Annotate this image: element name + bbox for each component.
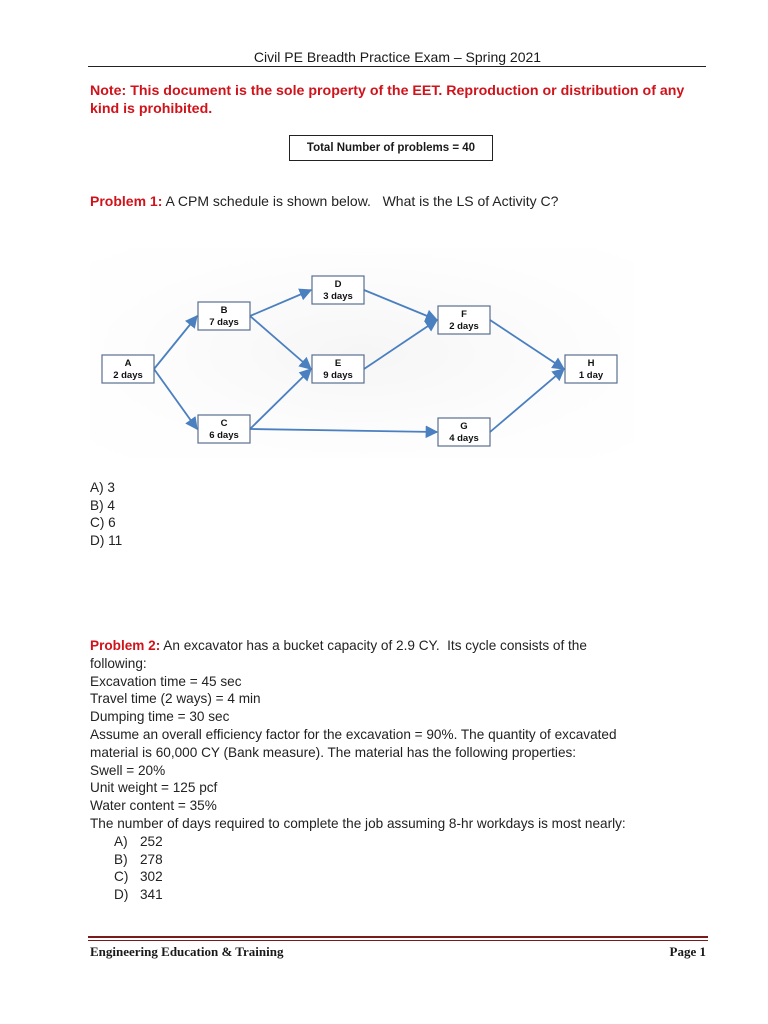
activity-duration: 7 days	[209, 317, 239, 328]
activity-node-a	[102, 355, 154, 383]
problem-2-line: following:	[90, 655, 147, 671]
activity-node-f	[438, 306, 490, 334]
activity-id: E	[334, 358, 342, 369]
problem-2-label: Problem 2:	[90, 638, 161, 653]
activity-duration: 2 days	[113, 370, 143, 381]
activity-id: G	[460, 421, 468, 432]
problem-1-choice-a: A) 3	[90, 480, 115, 495]
problem-1-choice-b: B) 4	[90, 497, 115, 513]
problem-2-line: Unit weight = 125 pcf	[90, 780, 218, 796]
problem-2-question	[90, 637, 730, 655]
problem-2-choice-d: D) 341	[114, 887, 163, 903]
activity-id: D	[334, 279, 342, 290]
problem-2-block	[90, 637, 730, 904]
total-problems-box	[289, 135, 493, 161]
activity-id: C	[220, 418, 228, 429]
problem-2-body	[90, 655, 730, 833]
footer-divider-thin	[88, 940, 708, 941]
activity-id: B	[220, 305, 228, 316]
activity-duration: 1 day	[578, 370, 604, 381]
problem-1-choice-d: D) 11	[90, 532, 123, 548]
activity-id: A	[124, 358, 132, 369]
problem-2-intro: An excavator has a bucket capacity of 2.9 CY. Its cycle consists of the	[160, 638, 587, 653]
total-problems-text: Total Number of problems = 40	[306, 142, 476, 154]
problem-1-label: Problem 1:	[90, 193, 163, 209]
problem-1-text: A CPM schedule is shown below. What is the LS of Activity C?	[162, 193, 559, 209]
header-divider	[88, 66, 706, 67]
activity-duration: 2 days	[449, 321, 479, 332]
problem-1-question	[90, 192, 558, 210]
footer-divider-thick	[88, 936, 708, 938]
problem-2-line: Swell = 20%	[90, 762, 166, 778]
page-header-title: Civil PE Breadth Practice Exam – Spring 2021	[253, 49, 542, 65]
problem-2-line: Water content = 35%	[90, 798, 217, 814]
activity-duration: 3 days	[323, 291, 353, 302]
problem-2-line: Assume an overall efficiency factor for the excavation = 90%. The quantity of excavated	[90, 726, 617, 742]
activity-id: H	[587, 358, 595, 369]
arrow-F-to-H	[490, 320, 564, 369]
problem-1-choice-c: C) 6	[90, 515, 116, 531]
arrow-G-to-H	[490, 369, 564, 432]
activity-duration: 6 days	[209, 430, 239, 441]
problem-2-line: Dumping time = 30 sec	[90, 709, 230, 725]
arrow-C-to-E	[250, 369, 311, 429]
activity-id: F	[461, 309, 467, 320]
activity-node-h	[565, 355, 617, 383]
problem-2-line: material is 60,000 CY (Bank measure). The material has the following properties:	[90, 744, 577, 760]
problem-2-line: Excavation time = 45 sec	[90, 673, 242, 689]
activity-duration: 4 days	[449, 433, 479, 444]
cpm-schedule-diagram	[90, 248, 635, 458]
activity-node-d	[312, 276, 364, 304]
arrow-B-to-E	[250, 316, 311, 369]
footer-organization: Engineering Education & Training	[90, 944, 284, 959]
footer-page-number: Page 1	[669, 944, 706, 959]
activity-duration: 9 days	[323, 370, 353, 381]
problem-2-choice-c: C) 302	[114, 869, 163, 885]
activity-node-c	[198, 415, 250, 443]
problem-2-choices	[90, 833, 730, 904]
arrow-D-to-F	[364, 290, 437, 320]
problem-2-choice-a: A) 252	[114, 833, 163, 849]
problem-2-line: The number of days required to complete the job assuming 8-hr workdays is most nearly:	[90, 815, 626, 831]
activity-node-e	[312, 355, 364, 383]
copyright-note: Note: This document is the sole property of the EET. Reproduction or distribution of any kind is prohibited.	[90, 83, 685, 117]
problem-2-line: Travel time (2 ways) = 4 min	[90, 691, 261, 707]
arrow-B-to-D	[250, 290, 311, 316]
arrow-A-to-B	[154, 316, 197, 369]
activity-node-g	[438, 418, 490, 446]
activity-node-b	[198, 302, 250, 330]
arrow-A-to-C	[154, 369, 197, 429]
problem-1-choices	[90, 479, 122, 549]
arrow-E-to-F	[364, 320, 437, 369]
problem-2-choice-b: B) 278	[114, 851, 163, 867]
arrow-C-to-G	[250, 429, 437, 432]
